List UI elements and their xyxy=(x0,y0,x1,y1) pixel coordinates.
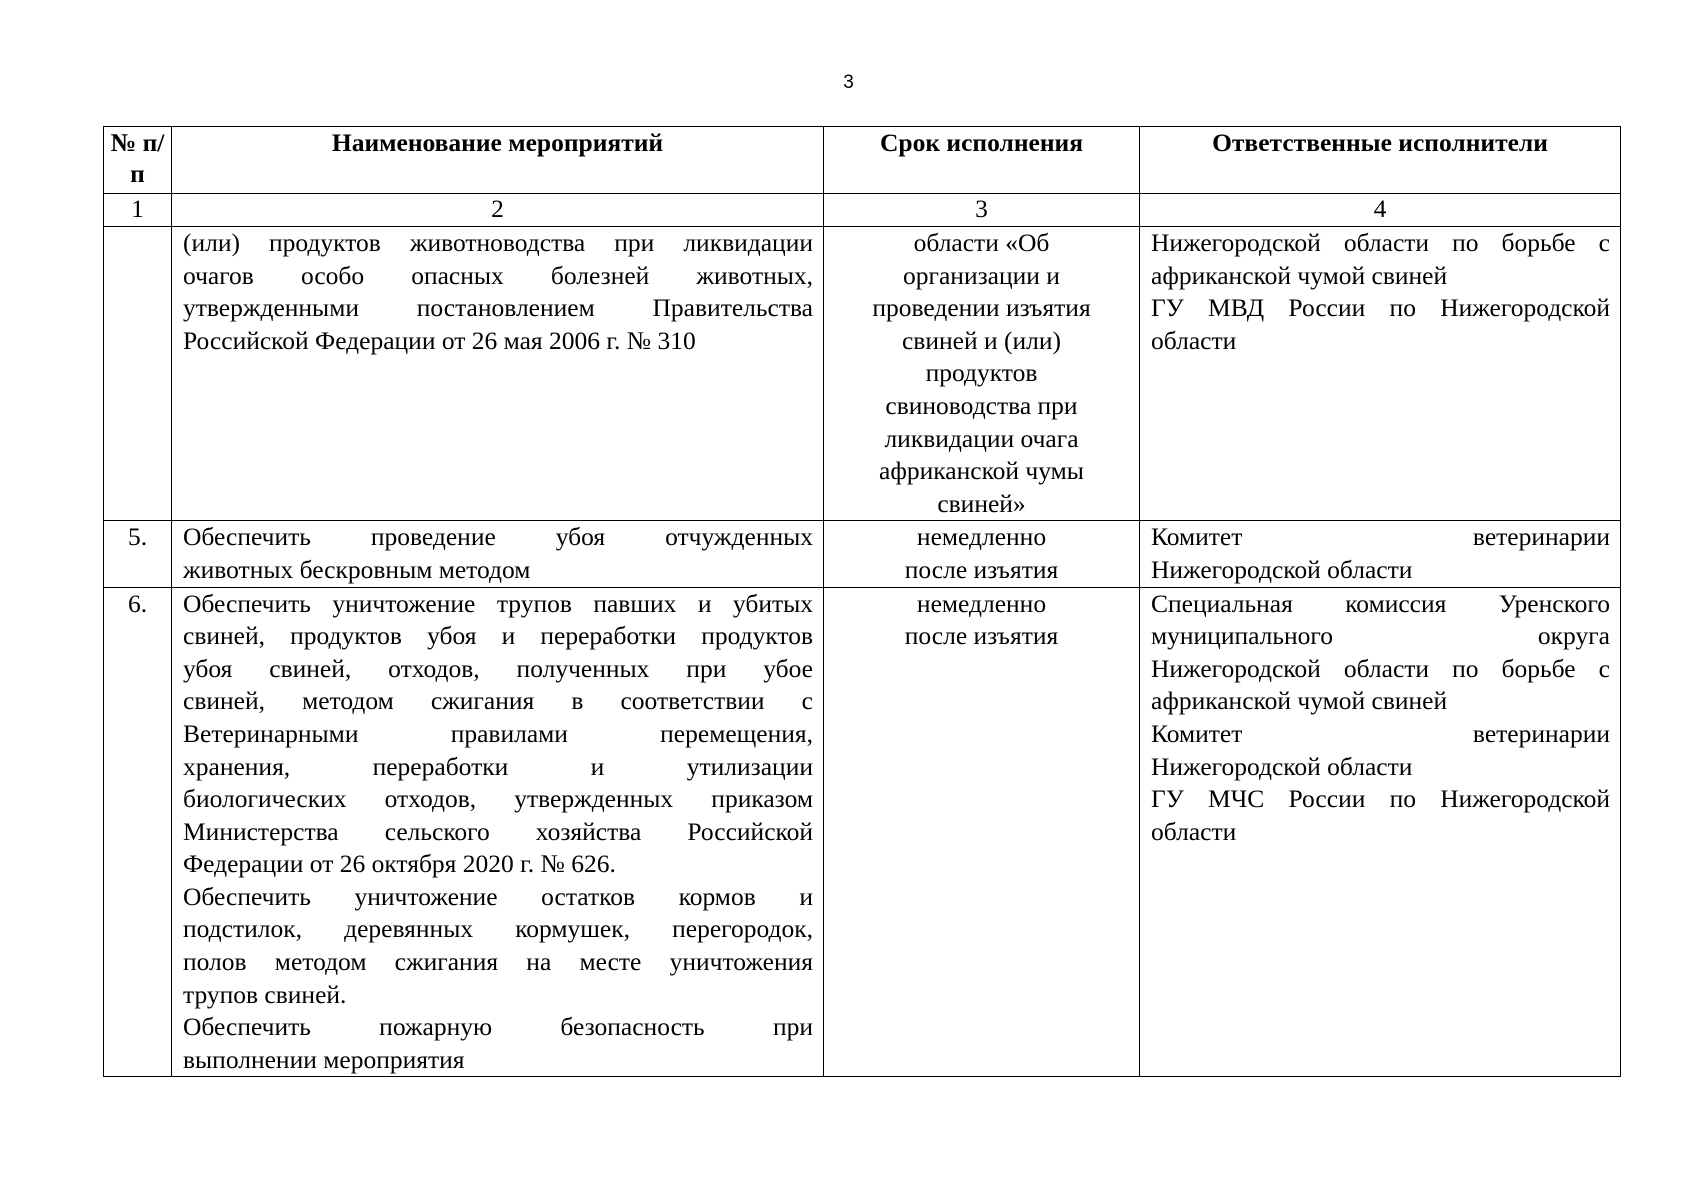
deadline-text-line: продуктов xyxy=(925,358,1038,388)
deadline-text-line: проведении изъятия xyxy=(872,293,1091,323)
deadline-text-line: свиней» xyxy=(937,488,1026,518)
action-text-line: биологических отходов, утвержденных приказом xyxy=(183,784,813,814)
deadline-text-line: африканской чумы xyxy=(879,456,1084,486)
deadline-text-line: свиней и (или) xyxy=(901,325,1061,355)
action-text-line: Обеспечить уничтожение остатков кормов и xyxy=(183,881,813,911)
action-text-line: подстилок, деревянных кормушек, перегородок, xyxy=(183,914,813,944)
responsible-text-line: ГУ МВД России по Нижегородской xyxy=(1151,293,1610,323)
action-text-line: (или) продуктов животноводства при ликвидации xyxy=(183,228,813,257)
responsible-text-line: африканской чумой свиней xyxy=(1151,686,1448,716)
deadline-text-line: области «Об xyxy=(913,228,1050,257)
responsible-text-line: Нижегородской области xyxy=(1151,554,1413,584)
table-header-row xyxy=(104,127,1621,194)
responsible-text-line: Комитет ветеринарии xyxy=(1151,718,1610,748)
action-cell xyxy=(172,521,824,587)
measures-table xyxy=(103,126,1621,1077)
action-text-line: выполнении мероприятия xyxy=(183,1044,465,1074)
action-text-line: полов методом сжигания на месте уничтожения xyxy=(183,947,813,977)
deadline-cell xyxy=(824,521,1140,587)
deadline-text-line: немедленно xyxy=(916,522,1047,552)
responsible-cell xyxy=(1140,587,1621,1077)
header-deadline: Срок исполнения xyxy=(824,127,1140,194)
action-text-line: трупов свиней. xyxy=(183,979,347,1009)
column-index-row xyxy=(104,194,1621,227)
responsible-text-line: Специальная комиссия Уренского xyxy=(1151,588,1610,618)
responsible-text-line: Нижегородской области по борьбе с xyxy=(1151,228,1610,257)
deadline-cell xyxy=(824,227,1140,521)
action-text-line: хранения, переработки и утилизации xyxy=(183,751,813,781)
action-text-line: Обеспечить пожарную безопасность при xyxy=(183,1012,813,1042)
responsible-text-line: Нижегородской области xyxy=(1151,751,1413,781)
responsible-text-line: муниципального округа xyxy=(1151,621,1610,651)
deadline-text-line: после изъятия xyxy=(904,621,1059,651)
column-index: 4 xyxy=(1140,194,1621,227)
action-text-line: свиней, продуктов убоя и переработки продуктов xyxy=(183,621,813,651)
row-number: 6. xyxy=(104,587,172,1077)
table-body xyxy=(104,227,1621,1077)
action-text-line: Обеспечить уничтожение трупов павших и убитых xyxy=(183,588,813,618)
action-text-line: очагов особо опасных болезней животных, xyxy=(183,260,813,290)
header-num: № п/п xyxy=(104,127,172,194)
header-action: Наименование мероприятий xyxy=(172,127,824,194)
deadline-text-line: свиноводства при xyxy=(885,390,1078,420)
column-index: 3 xyxy=(824,194,1140,227)
responsible-text-line: области xyxy=(1151,816,1237,846)
action-text-line: животных бескровным методом xyxy=(183,554,531,584)
action-text-line: убоя свиней, отходов, полученных при убое xyxy=(183,653,813,683)
action-cell xyxy=(172,587,824,1077)
table-row xyxy=(104,521,1621,587)
responsible-text-line: области xyxy=(1151,325,1237,355)
action-text-line: свиней, методом сжигания в соответствии с xyxy=(183,686,813,716)
action-text-line: Российской Федерации от 26 мая 2006 г. № 310 xyxy=(183,325,696,355)
action-text-line: Министерства сельского хозяйства Российской xyxy=(183,816,813,846)
deadline-text-line: организации и xyxy=(903,260,1060,290)
action-text-line: Федерации от 26 октября 2020 г. № 626. xyxy=(183,849,616,879)
header-responsible: Ответственные исполнители xyxy=(1140,127,1621,194)
responsible-cell xyxy=(1140,521,1621,587)
table-row xyxy=(104,587,1621,1077)
action-cell xyxy=(172,227,824,521)
responsible-text-line: ГУ МЧС России по Нижегородской xyxy=(1151,784,1610,814)
responsible-cell xyxy=(1140,227,1621,521)
row-number xyxy=(104,227,172,521)
page-number: 3 xyxy=(843,72,854,93)
deadline-text-line: ликвидации очага xyxy=(884,423,1079,453)
action-text-line: Обеспечить проведение убоя отчужденных xyxy=(183,522,813,552)
responsible-text-line: африканской чумой свиней xyxy=(1151,260,1448,290)
action-text-line: Ветеринарными правилами перемещения, xyxy=(183,718,813,748)
action-text-line: утвержденными постановлением Правительства xyxy=(183,293,813,323)
column-index: 2 xyxy=(172,194,824,227)
table-row xyxy=(104,227,1621,521)
column-index: 1 xyxy=(104,194,172,227)
responsible-text-line: Нижегородской области по борьбе с xyxy=(1151,653,1610,683)
deadline-cell xyxy=(824,587,1140,1077)
responsible-text-line: Комитет ветеринарии xyxy=(1151,522,1610,552)
deadline-text-line: после изъятия xyxy=(904,554,1059,584)
row-number: 5. xyxy=(104,521,172,587)
deadline-text-line: немедленно xyxy=(916,588,1047,618)
